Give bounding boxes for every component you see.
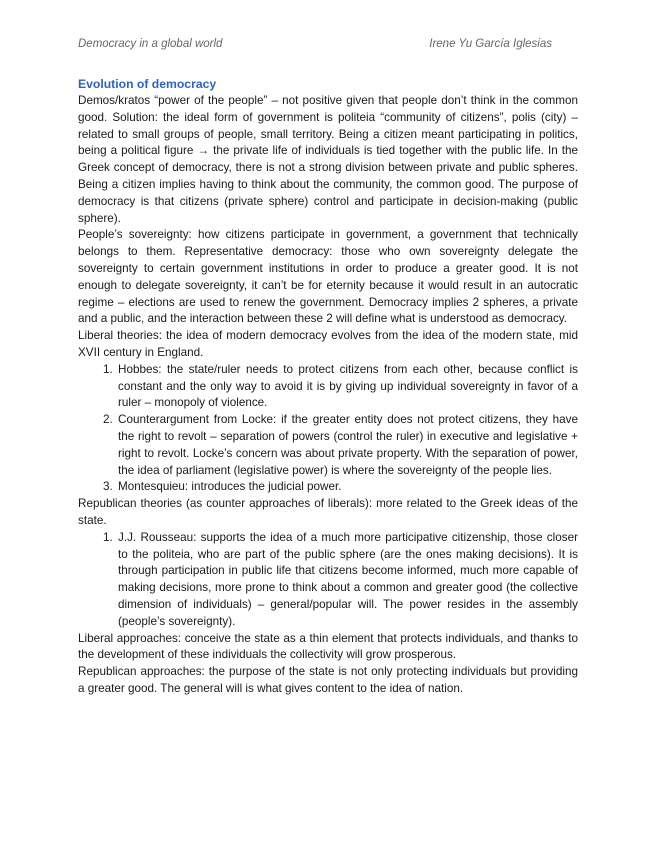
list-item-locke: 2. Counterargument from Locke: if the greater entity does not protect citizens, they have the right to revolt – separation of powers (control the ruler) in executive and legislative + right to revolt. Locke’s concern was about private property. With the separation of power, the idea of parliament (legislative power) is where the sovereignty of the people lies. (116, 412, 578, 479)
paragraph-peoples-sovereignty: People’s sovereignty: how citizens participate in government, a government that technically belongs to them. Representative democracy: those who own sovereignty delegate the sovereignty to certain government institutions in order to produce a greater good. It is not enough to delegate sovereignty, it can’t be for eternity because it would result in an autocratic regime – elections are used to renew the government. Democracy implies 2 spheres, a private and a public, and the interaction between these 2 will define what is understood as democracy. (78, 228, 578, 326)
list-item-hobbes: 1. Hobbes: the state/ruler needs to protect citizens from each other, because conflict is constant and the only way to avoid it is by giving up individual sovereignty in favor of a ruler – monopoly of violence. (116, 362, 578, 412)
liberal-theories-list (78, 362, 578, 496)
header-course-title: Democracy in a global world (78, 38, 223, 50)
list-item-montesquieu: 3. Montesquieu: introduces the judicial power. (116, 479, 578, 496)
document-body (78, 76, 578, 698)
paragraph-republican-approaches: Republican approaches: the purpose of the state is not only protecting individuals but providing a greater good. The general will is what gives content to the idea of nation. (78, 665, 578, 695)
section-heading: Evolution of democracy (78, 77, 217, 91)
list-item-rousseau: 1. J.J. Rousseau: supports the idea of a much more participative citizenship, those closer to the politeia, who are part of the public sphere (are the ones making decisions). It is through participation in public life that citizens become informed, much more capable of making decisions, more prone to think about a common and greater good (the collective dimension of individuals) – general/popular will. The power resides in the assembly (people’s sovereignty). (116, 530, 578, 631)
paragraph-liberal-theories: Liberal theories: the idea of modern democracy evolves from the idea of the modern state, mid XVII century in England. (78, 329, 578, 359)
header-author: Irene Yu García Iglesias (429, 38, 552, 50)
page-header (78, 38, 552, 54)
paragraph-republican-theories: Republican theories (as counter approaches of liberals): more related to the Greek ideas of the state. (78, 497, 578, 527)
republican-theories-list (78, 530, 578, 631)
paragraph-liberal-approaches: Liberal approaches: conceive the state as a thin element that protects individuals, and thanks to the development of these individuals the collectivity will grow prosperous. (78, 631, 578, 662)
paragraph-demos-kratos: Demos/kratos “power of the people” – not positive given that people don’t think in the common good. Solution: the ideal form of government is politeia “community of citizens”, polis (city) – related to small groups of people, small territory. Being a citizen meant participating in politics, being a political figure → the private life of individuals is tied together with the public life. In the Greek concept of democracy, there is not a strong division between private and public spheres. Being a citizen implies having to think about the community, the common good. The purpose of democracy is that citizens (private sphere) control and participate in decision-making (public sphere). (78, 94, 578, 225)
